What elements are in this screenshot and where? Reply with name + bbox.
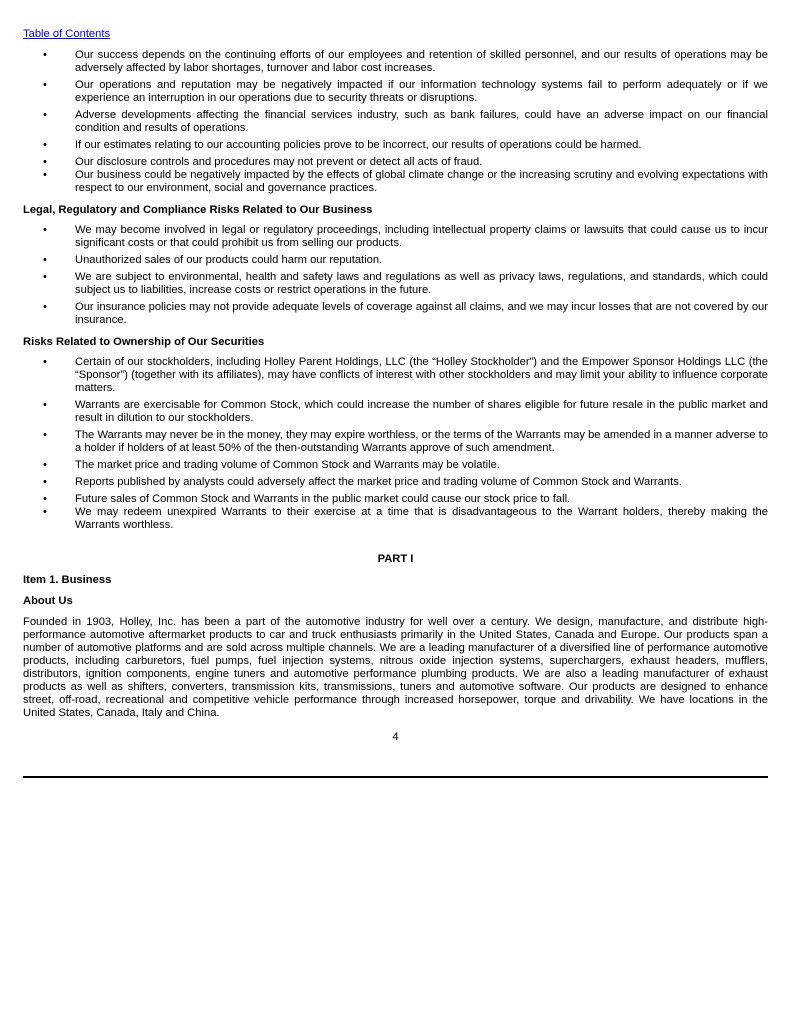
list-item-text: The Warrants may never be in the money, they may expire worthless, or the terms of the Warrants may be amended in a manner adverse to a holder if holders of at least 50% of the then-outstanding Warrants approve of such amendment. <box>75 429 768 454</box>
bullet-icon: • <box>43 224 47 236</box>
list-item <box>23 49 768 75</box>
list-item <box>23 476 768 489</box>
bullet-icon: • <box>43 476 47 488</box>
list-item-text: Our business could be negatively impacted by the effects of global climate change or the increasing scrutiny and evolving expectations with respect to our environment, social and governance practices. <box>75 169 768 194</box>
bullet-icon: • <box>43 169 47 181</box>
bullet-icon: • <box>43 139 47 151</box>
bullet-icon: • <box>43 429 47 441</box>
risk-list-general <box>23 49 768 195</box>
list-item-text: Our insurance policies may not provide adequate levels of coverage against all claims, and we may incur losses that are not covered by our insurance. <box>75 301 768 326</box>
bullet-icon: • <box>43 156 47 168</box>
risk-list-legal <box>23 224 768 327</box>
bullet-icon: • <box>43 271 47 283</box>
bullet-icon: • <box>43 109 47 121</box>
section-heading-securities: Risks Related to Ownership of Our Securities <box>23 336 265 348</box>
list-item <box>23 169 768 195</box>
list-item-text: The market price and trading volume of Common Stock and Warrants may be volatile. <box>75 459 500 471</box>
part-title: PART I <box>377 553 414 565</box>
bullet-icon: • <box>43 506 47 518</box>
list-item-text: Future sales of Common Stock and Warrants in the public market could cause our stock price to fall. <box>75 493 571 505</box>
table-of-contents-link[interactable]: Table of Contents <box>23 28 111 40</box>
list-item <box>23 459 768 472</box>
section-heading-legal: Legal, Regulatory and Compliance Risks Related to Our Business <box>23 204 373 216</box>
list-item-text: We may redeem unexpired Warrants to their exercise at a time that is disadvantageous to the Warrant holders, thereby making the Warrants worthless. <box>75 506 768 531</box>
list-item-text: If our estimates relating to our accounting policies prove to be incorrect, our results of operations could be harmed. <box>75 139 642 151</box>
list-item <box>23 429 768 455</box>
list-item <box>23 506 768 532</box>
list-item-text: Reports published by analysts could adversely affect the market price and trading volume of Common Stock and Warrants. <box>75 476 682 488</box>
bullet-icon: • <box>43 459 47 471</box>
bullet-icon: • <box>43 399 47 411</box>
about-paragraph: Founded in 1903, Holley, Inc. has been a part of the automotive industry for well over a century. We design, manufacture, and distribute high-performance automotive aftermarket products to car and truck enthusiasts primarily in the United States, Canada and Europe. Our products span a number of automotive platforms and are sold across multiple channels. We are a leading manufacturer of a diversified line of performance automotive products, including carburetors, fuel pumps, fuel injection systems, nitrous oxide injection systems, superchargers, exhaust headers, mufflers, distributors, ignition components, engine tuners and automotive performance plumbing products. We are also a leading manufacturer of exhaust products as well as shifters, converters, transmission kits, transmissions, tuners and automotive software. Our products are designed to enhance street, off-road, recreational and competitive vehicle performance through increased horsepower, torque and drivability. We have locations in the United States, Canada, Italy and China. <box>23 616 768 719</box>
list-item <box>23 356 768 395</box>
list-item <box>23 254 768 267</box>
list-item-text: Unauthorized sales of our products could harm our reputation. <box>75 254 383 266</box>
list-item <box>23 139 768 152</box>
item-heading: Item 1. Business <box>23 574 112 586</box>
list-item-text: We are subject to environmental, health and safety laws and regulations as well as privacy laws, regulations, and standards, which could subject us to liabilities, increase costs or restrict operations in the future. <box>75 271 768 296</box>
bullet-icon: • <box>43 79 47 91</box>
risk-list-securities <box>23 356 768 532</box>
list-item <box>23 156 768 169</box>
bullet-icon: • <box>43 493 47 505</box>
bullet-icon: • <box>43 49 47 61</box>
list-item <box>23 399 768 425</box>
bullet-icon: • <box>43 254 47 266</box>
list-item-text: Warrants are exercisable for Common Stock, which could increase the number of shares eligible for future resale in the public market and result in dilution to our stockholders. <box>75 399 768 424</box>
list-item <box>23 109 768 135</box>
list-item-text: Our disclosure controls and procedures may not prevent or detect all acts of fraud. <box>75 156 483 168</box>
list-item-text: Certain of our stockholders, including Holley Parent Holdings, LLC (the “Holley Stockholder”) and the Empower Sponsor Holdings LLC (the “Sponsor”) (together with its affiliates), may have conflicts of interest with other stockholders and may limit your ability to influence corporate matters. <box>75 356 768 394</box>
list-item <box>23 493 768 506</box>
list-item-text: Our success depends on the continuing efforts of our employees and retention of skilled personnel, and our results of operations may be adversely affected by labor shortages, turnover and labor cost increases. <box>75 49 768 74</box>
about-heading: About Us <box>23 595 73 607</box>
bullet-icon: • <box>43 356 47 368</box>
list-item-text: Our operations and reputation may be negatively impacted if our information technology systems fail to perform adequately or if we experience an interruption in our operations due to security threats or disruptions. <box>75 79 768 104</box>
bullet-icon: • <box>43 301 47 313</box>
page-divider <box>23 776 768 778</box>
list-item-text: We may become involved in legal or regulatory proceedings, including intellectual property claims or lawsuits that could cause us to incur significant costs or that could prohibit us from selling our products. <box>75 224 768 249</box>
page-number: 4 <box>392 731 399 743</box>
list-item <box>23 271 768 297</box>
list-item-text: Adverse developments affecting the financial services industry, such as bank failures, could have an adverse impact on our financial condition and results of operations. <box>75 109 768 134</box>
list-item <box>23 79 768 105</box>
document-page <box>23 28 768 744</box>
list-item <box>23 224 768 250</box>
list-item <box>23 301 768 327</box>
